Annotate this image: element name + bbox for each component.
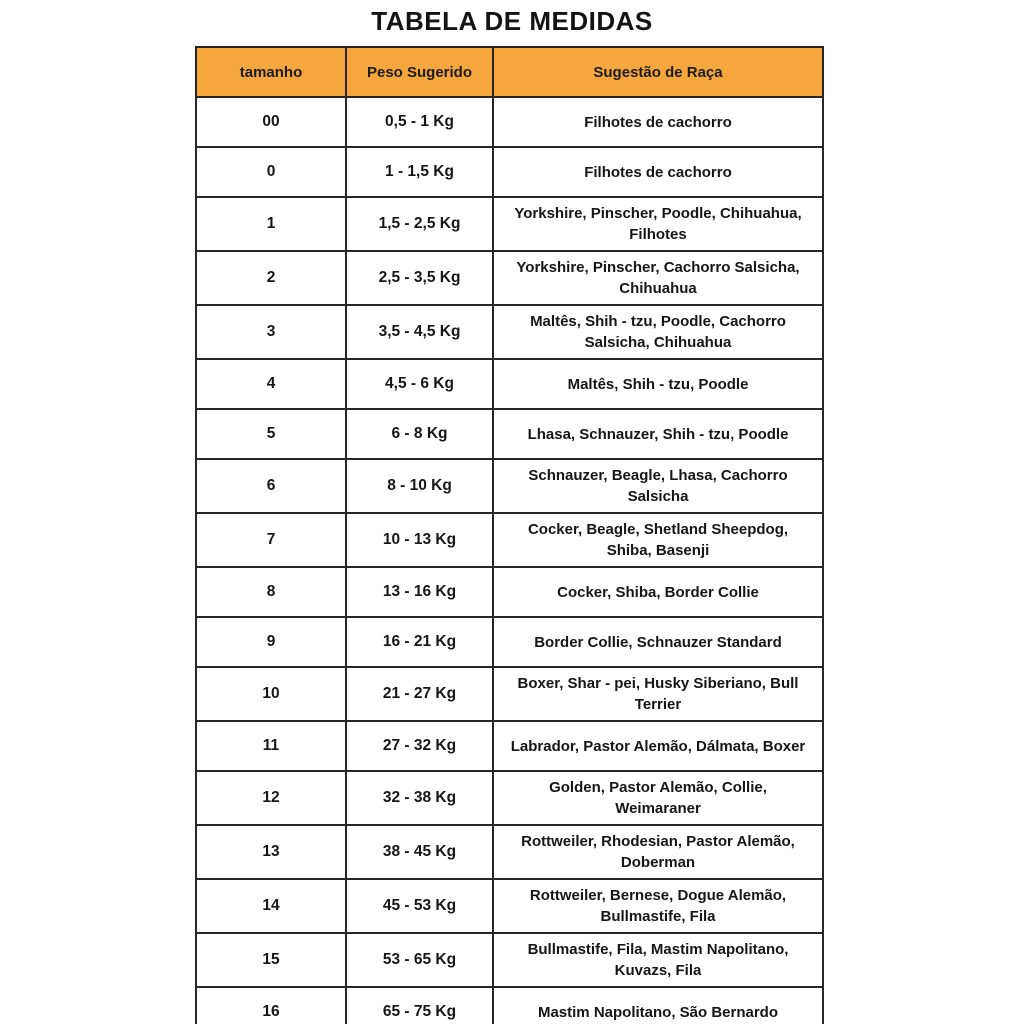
- cell-size: 1: [196, 197, 346, 251]
- table-row: [196, 409, 823, 459]
- cell-size: 0: [196, 147, 346, 197]
- cell-weight: 1 - 1,5 Kg: [346, 147, 493, 197]
- cell-weight: 65 - 75 Kg: [346, 987, 493, 1024]
- cell-breeds: Border Collie, Schnauzer Standard: [493, 617, 823, 667]
- cell-size: 6: [196, 459, 346, 513]
- cell-weight: 38 - 45 Kg: [346, 825, 493, 879]
- cell-weight: 10 - 13 Kg: [346, 513, 493, 567]
- cell-breeds: Yorkshire, Pinscher, Poodle, Chihuahua, Filhotes: [493, 197, 823, 251]
- cell-breeds: Golden, Pastor Alemão, Collie, Weimaraner: [493, 771, 823, 825]
- cell-weight: 13 - 16 Kg: [346, 567, 493, 617]
- size-table: [195, 46, 824, 1024]
- cell-weight: 21 - 27 Kg: [346, 667, 493, 721]
- cell-weight: 3,5 - 4,5 Kg: [346, 305, 493, 359]
- column-header-breeds: Sugestão de Raça: [493, 47, 823, 97]
- cell-size: 14: [196, 879, 346, 933]
- cell-weight: 45 - 53 Kg: [346, 879, 493, 933]
- cell-size: 5: [196, 409, 346, 459]
- cell-breeds: Labrador, Pastor Alemão, Dálmata, Boxer: [493, 721, 823, 771]
- cell-size: 16: [196, 987, 346, 1024]
- table-row: [196, 567, 823, 617]
- cell-breeds: Filhotes de cachorro: [493, 97, 823, 147]
- table-row: [196, 305, 823, 359]
- cell-weight: 53 - 65 Kg: [346, 933, 493, 987]
- cell-weight: 32 - 38 Kg: [346, 771, 493, 825]
- cell-size: 3: [196, 305, 346, 359]
- table-body: [196, 97, 823, 1024]
- column-header-size: tamanho: [196, 47, 346, 97]
- cell-breeds: Maltês, Shih - tzu, Poodle: [493, 359, 823, 409]
- table-row: [196, 879, 823, 933]
- cell-size: 12: [196, 771, 346, 825]
- table-row: [196, 933, 823, 987]
- table-row: [196, 771, 823, 825]
- cell-breeds: Maltês, Shih - tzu, Poodle, Cachorro Salsicha, Chihuahua: [493, 305, 823, 359]
- table-row: [196, 513, 823, 567]
- cell-size: 8: [196, 567, 346, 617]
- cell-breeds: Mastim Napolitano, São Bernardo: [493, 987, 823, 1024]
- cell-weight: 4,5 - 6 Kg: [346, 359, 493, 409]
- cell-breeds: Cocker, Beagle, Shetland Sheepdog, Shiba, Basenji: [493, 513, 823, 567]
- table-row: [196, 251, 823, 305]
- cell-weight: 2,5 - 3,5 Kg: [346, 251, 493, 305]
- table-row: [196, 147, 823, 197]
- cell-size: 7: [196, 513, 346, 567]
- page-title: TABELA DE MEDIDAS: [371, 6, 653, 36]
- cell-weight: 8 - 10 Kg: [346, 459, 493, 513]
- cell-size: 13: [196, 825, 346, 879]
- cell-weight: 27 - 32 Kg: [346, 721, 493, 771]
- cell-weight: 6 - 8 Kg: [346, 409, 493, 459]
- cell-breeds: Rottweiler, Bernese, Dogue Alemão, Bullmastife, Fila: [493, 879, 823, 933]
- table-row: [196, 825, 823, 879]
- cell-weight: 16 - 21 Kg: [346, 617, 493, 667]
- cell-breeds: Bullmastife, Fila, Mastim Napolitano, Kuvazs, Fila: [493, 933, 823, 987]
- cell-breeds: Rottweiler, Rhodesian, Pastor Alemão, Doberman: [493, 825, 823, 879]
- table-row: [196, 617, 823, 667]
- table-row: [196, 459, 823, 513]
- cell-size: 15: [196, 933, 346, 987]
- cell-breeds: Cocker, Shiba, Border Collie: [493, 567, 823, 617]
- table-row: [196, 97, 823, 147]
- cell-size: 00: [196, 97, 346, 147]
- table-row: [196, 721, 823, 771]
- cell-breeds: Lhasa, Schnauzer, Shih - tzu, Poodle: [493, 409, 823, 459]
- table-row: [196, 197, 823, 251]
- cell-size: 9: [196, 617, 346, 667]
- cell-size: 10: [196, 667, 346, 721]
- cell-weight: 0,5 - 1 Kg: [346, 97, 493, 147]
- cell-breeds: Schnauzer, Beagle, Lhasa, Cachorro Salsicha: [493, 459, 823, 513]
- table-row: [196, 359, 823, 409]
- cell-breeds: Filhotes de cachorro: [493, 147, 823, 197]
- table-row: [196, 987, 823, 1024]
- cell-breeds: Boxer, Shar - pei, Husky Siberiano, Bull Terrier: [493, 667, 823, 721]
- header-row: [196, 47, 823, 97]
- cell-size: 11: [196, 721, 346, 771]
- cell-size: 2: [196, 251, 346, 305]
- cell-weight: 1,5 - 2,5 Kg: [346, 197, 493, 251]
- column-header-weight: Peso Sugerido: [346, 47, 493, 97]
- table-row: [196, 667, 823, 721]
- cell-breeds: Yorkshire, Pinscher, Cachorro Salsicha, Chihuahua: [493, 251, 823, 305]
- cell-size: 4: [196, 359, 346, 409]
